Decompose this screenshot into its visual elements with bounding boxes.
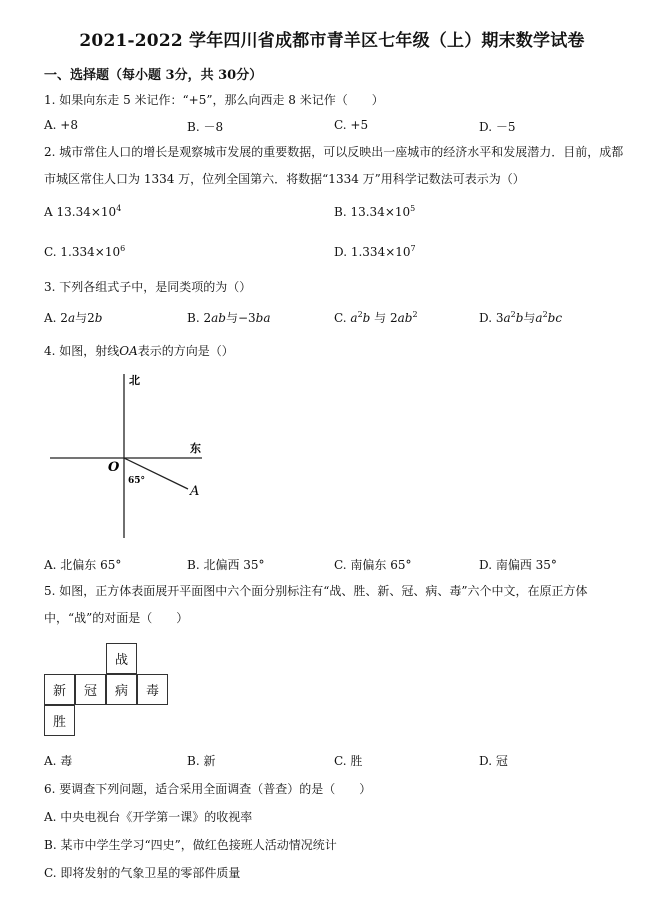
q2-option-c-mantissa: 1.334×10	[60, 245, 121, 259]
q2-option-d-label: D	[334, 245, 344, 259]
q3-option-d-label: D.	[479, 311, 493, 325]
direction-figure	[44, 370, 214, 542]
east-label: 东	[190, 442, 201, 455]
q5-option-d[interactable]: D. 冠	[479, 754, 508, 768]
cube-net-figure	[44, 643, 170, 736]
q1-options	[44, 118, 626, 138]
q3-option-a-label: A.	[44, 311, 57, 325]
q2-option-d-mantissa: 1.334×10	[350, 245, 411, 259]
q3-conj: 与	[523, 311, 536, 325]
q4-ray-name: OA	[119, 344, 138, 358]
q2-option-d-exp: 7	[410, 244, 416, 253]
q3-conj: 与	[75, 311, 88, 325]
net-cell-3: 病	[106, 674, 137, 705]
q2-option-c-label: C	[44, 245, 53, 259]
q2-option-d[interactable]: D. $1.334\times 10^7$	[334, 244, 416, 259]
q2-option-a[interactable]	[44, 204, 121, 219]
q3-conj: 与	[374, 311, 387, 325]
q2-option-a-exp: 4	[116, 204, 122, 213]
q6-option-a[interactable]: A. 中央电视台《开学第一课》的收视率	[44, 810, 253, 824]
q4-option-a[interactable]: A. 北偏东 65°	[44, 558, 122, 572]
q1-option-b[interactable]: B. －8	[187, 120, 224, 134]
section-heading: 一、选择题（每小题 3分，共 30分）	[44, 68, 263, 83]
net-cell-4: 毒	[137, 674, 168, 705]
origin-label: O	[108, 460, 120, 475]
q3-option-b-label: B.	[187, 311, 200, 325]
q3-stem: 3. 下列各组式子中，是同类项的为（）	[44, 280, 252, 294]
q2-options-row1	[44, 204, 626, 224]
q1-option-a[interactable]: A. +8	[44, 118, 78, 132]
exam-title: 2021-2022 学年四川省成都市青羊区七年级（上）期末数学试卷	[79, 31, 585, 51]
q5-options	[44, 752, 626, 772]
q4-stem	[44, 342, 234, 359]
q2-option-a-mantissa: 13.34×10	[56, 205, 117, 219]
q4-option-b[interactable]: B. 北偏西 35°	[187, 558, 265, 572]
q3-options	[44, 309, 626, 329]
q5-option-b[interactable]: B. 新	[187, 754, 216, 768]
q2-option-c[interactable]: C. $1.334\times 10^6$	[44, 244, 126, 259]
q5-option-a[interactable]: A. 毒	[44, 754, 73, 768]
q2-option-b-mantissa: 13.34×10	[350, 205, 411, 219]
q3-option-d[interactable]: D. $3a^2b$与$a^2bc$	[479, 310, 563, 325]
net-cell-1: 新	[44, 674, 75, 705]
q5-stem: 5. 如图，正方体表面展开平面图中六个面分别标注有“战、胜、新、冠、病、毒”六个中文，在原正方体中，“战”的对面是（ ）	[44, 584, 588, 625]
q2-option-a-label: A	[44, 205, 53, 219]
q3-option-c[interactable]: C. $a^2b$ 与 $2ab^2$	[334, 310, 418, 325]
q3-option-a[interactable]: A. 2a与2b	[44, 311, 103, 325]
q6-option-c[interactable]: C. 即将发射的气象卫星的零部件质量	[44, 866, 241, 880]
q6-stem: 6. 要调查下列问题，适合采用全面调查（普查）的是（ ）	[44, 782, 372, 796]
q2-options-row2	[44, 244, 626, 264]
q2-option-b[interactable]: B. $13.34\times 10^5$	[334, 204, 416, 219]
angle-label: 65°	[128, 476, 146, 486]
q2-option-c-exp: 6	[120, 244, 126, 253]
net-cell-2: 冠	[75, 674, 106, 705]
net-cell-bottom: 胜	[44, 705, 75, 736]
q1-option-c[interactable]: C. +5	[334, 118, 369, 132]
q5-option-c[interactable]: C. 胜	[334, 754, 363, 768]
q3-option-b[interactable]: B. 2ab与−3ba	[187, 311, 271, 325]
q2-option-b-exp: 5	[410, 204, 416, 213]
q2-stem: 2. 城市常住人口的增长是观察城市发展的重要数据，可以反映出一座城市的经济水平和发展潜力．目前，成都市城区常住人口为 1334 万，位列全国第六．将数据“1334 万”用科学记数法可表示为（）	[44, 145, 624, 186]
q6-option-b[interactable]: B. 某市中学生学习“四史”，做红色接班人活动情况统计	[44, 838, 337, 852]
q4-stem-post: 表示的方向是（）	[137, 344, 234, 358]
net-cell-top: 战	[106, 643, 137, 674]
q1-stem: 1. 如果向东走 5 米记作：“+5”，那么向西走 8 米记作（ ）	[44, 93, 384, 107]
q4-option-d[interactable]: D. 南偏西 35°	[479, 558, 557, 572]
north-label: 北	[129, 374, 140, 387]
q3-conj: 与	[225, 311, 238, 325]
q4-stem-pre: 4. 如图，射线	[44, 344, 120, 358]
point-a-label: A	[190, 484, 200, 499]
q3-option-c-label: C.	[334, 311, 347, 325]
q1-option-d[interactable]: D. －5	[479, 120, 516, 134]
q2-option-b-label: B	[334, 205, 343, 219]
q4-option-c[interactable]: C. 南偏东 65°	[334, 558, 412, 572]
q4-options	[44, 556, 626, 576]
